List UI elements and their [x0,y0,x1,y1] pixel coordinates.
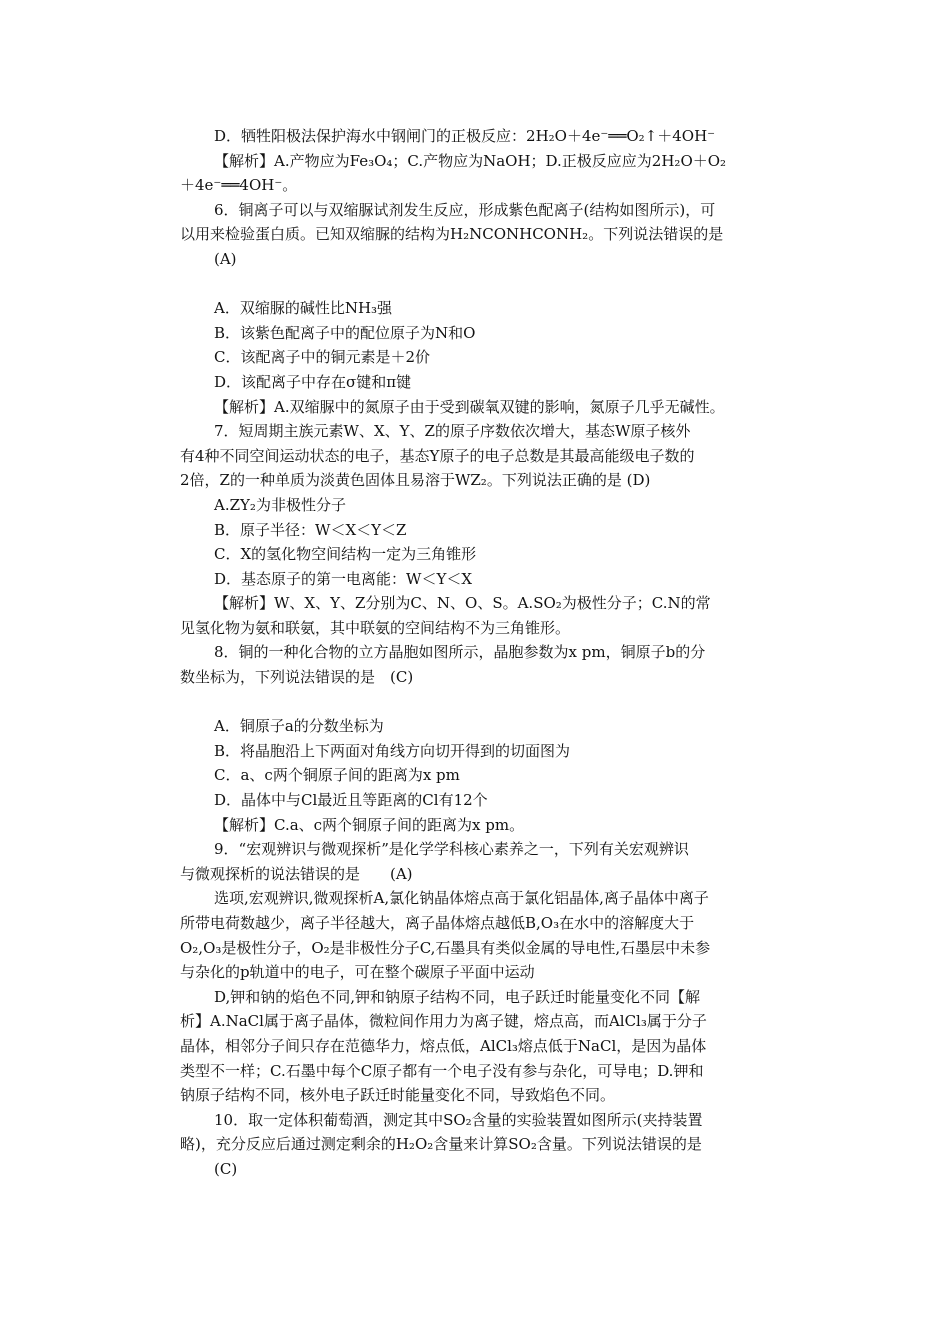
text-line: 6．铜离子可以与双缩脲试剂发生反应，形成紫色配离子(结构如图所示)，可 [214,200,716,219]
text-line: 钠原子结构不同，核外电子跃迁时能量变化不同，导致焰色不同。 [180,1086,616,1105]
text-line: 【解析】A.产物应为Fe₃O₄；C.产物应为NaOH；D.正极反应应为2H₂O＋O₂ [214,151,727,170]
text-line: (C) [214,1159,238,1178]
text-line: 晶体，相邻分子间只存在范德华力，熔点低，AlCl₃熔点低于NaCl，是因为晶体 [180,1036,707,1055]
text-line: (A) [214,249,237,268]
text-line: 类型不一样；C.石墨中每个C原子都有一个电子没有参与杂化，可导电；D.钾和 [180,1061,704,1080]
text-line: 与杂化的p轨道中的电子，可在整个碳原子平面中运动 [180,963,535,982]
text-line: 以用来检验蛋白质。已知双缩脲的结构为H₂NCONHCONH₂。下列说法错误的是 [180,225,724,244]
text-line: 数坐标为，下列说法错误的是 (C) [180,668,414,687]
text-line: D．牺牲阳极法保护海水中钢闸门的正极反应：2H₂O＋4e⁻══O₂↑＋4OH⁻ [214,127,716,145]
blank-line [180,690,772,715]
text-line: O₂,O₃是极性分子，O₂是非极性分子C,石墨具有类似金属的导电性,石墨层中未参 [180,938,711,957]
text-line: D．基态原子的第一电离能：W＜Y＜X [214,569,473,588]
text-line: D．晶体中与Cl最近且等距离的Cl有12个 [214,791,488,810]
text-line: ＋4e⁻══4OH⁻。 [180,176,298,195]
text-line: A．铜原子a的分数坐标为 [214,717,384,736]
text-line: 与微观探析的说法错误的是 (A) [180,864,413,883]
text-line: C．X的氢化物空间结构一定为三角锥形 [214,545,477,564]
text-line: 【解析】C.a、c两个铜原子间的距离为x pm。 [214,815,525,834]
text-line: A．双缩脲的碱性比NH₃强 [214,299,393,318]
text-line: B．该紫色配离子中的配位原子为N和O [214,323,476,342]
text-line: 选项,宏观辨识,微观探析A,氯化钠晶体熔点高于氯化铝晶体,离子晶体中离子 [214,889,709,908]
text-line: C．a、c两个铜原子间的距离为x pm [214,766,460,785]
text-line: 7．短周期主族元素W、X、Y、Z的原子序数依次增大，基态W原子核外 [214,422,691,441]
text-line: 析】A.NaCl属于离子晶体，微粒间作用力为离子键，熔点高，而AlCl₃属于分子 [180,1012,707,1031]
text-line: 10．取一定体积葡萄酒，测定其中SO₂含量的实验装置如图所示(夹持装置 [214,1110,703,1129]
text-line: D,钾和钠的焰色不同,钾和钠原子结构不同，电子跃迁时能量变化不同【解 [214,987,701,1006]
text-line: 9．“宏观辨识与微观探析”是化学学科核心素养之一，下列有关宏观辨识 [214,840,689,859]
text-line: 有4种不同空间运动状态的电子，基态Y原子的电子总数是其最高能级电子数的 [180,446,695,465]
text-line: A.ZY₂为非极性分子 [214,495,346,514]
text-line: B．将晶胞沿上下两面对角线方向切开得到的切面图为 [214,741,571,760]
blank-line [180,272,772,297]
text-line: B．原子半径：W＜X＜Y＜Z [214,520,407,539]
text-line: 【解析】W、X、Y、Z分别为C、N、O、S。A.SO₂为极性分子；C.N的常 [214,594,711,613]
text-line: 【解析】A.双缩脲中的氮原子由于受到碳氧双键的影响，氮原子几乎无碱性。 [214,397,725,416]
text-line: 所带电荷数越少，离子半径越大，离子晶体熔点越低B,O₃在水中的溶解度大于 [180,914,695,932]
document-body [180,124,772,1182]
text-line: 见氢化物为氨和联氨，其中联氨的空间结构不为三角锥形。 [180,618,571,637]
text-line: D．该配离子中存在σ键和π键 [214,372,412,391]
text-line: 略)，充分反应后通过测定剩余的H₂O₂含量来计算SO₂含量。下列说法错误的是 [180,1135,702,1154]
text-line: C．该配离子中的铜元素是＋2价 [214,348,431,367]
text-line: 2倍，Z的一种单质为淡黄色固体且易溶于WZ₂。下列说法正确的是 (D) [180,471,651,490]
text-line: 8．铜的一种化合物的立方晶胞如图所示，晶胞参数为x pm，铜原子b的分 [214,643,706,662]
